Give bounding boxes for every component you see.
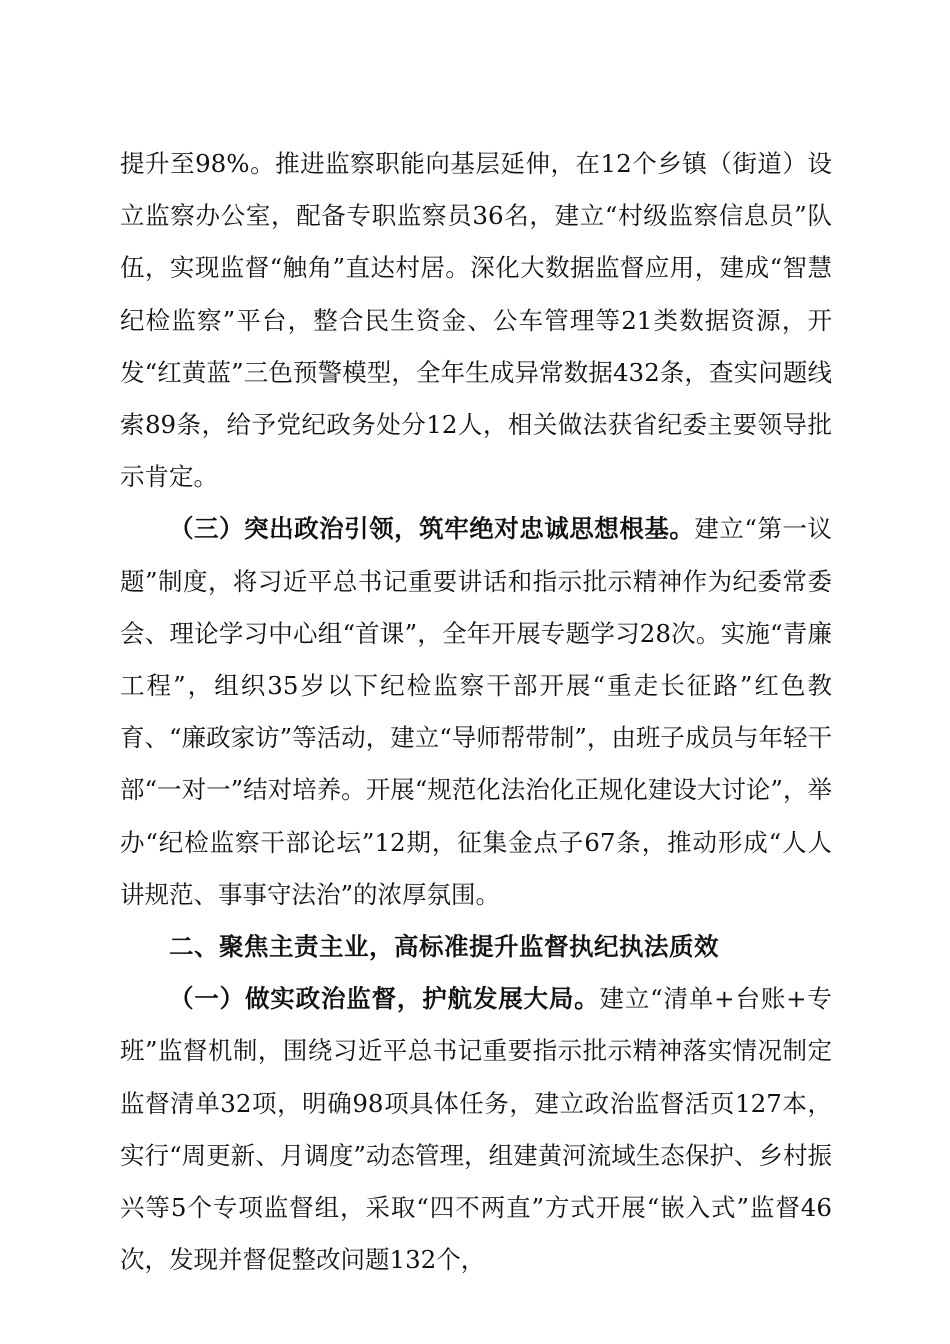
paragraph-continuation [120,138,832,503]
section-heading: 二、聚焦主责主业，高标准提升监督执纪执法质效 [169,932,719,962]
paragraph-political-supervision [120,973,832,1286]
paragraph-text: 提升至98%。推进监察职能向基层延伸，在12个乡镇（街道）设立监察办公室，配备专职监察员36名，建立“村级监察信息员”队伍，实现监督“触角”直达村居。深化大数据监督应用，建成“智慧纪检监察”平台，整合民生资金、公车管理等21类数据资源，开发“红黄蓝”三色预警模型，全年生成异常数据432条，查实问题线索89条，给予党纪政务处分12人，相关做法获省纪委主要领导批示肯定。 [120,149,832,492]
paragraph-text: 建立“清单+台账+专班”监督机制，围绕习近平总书记重要指示批示精神落实情况制定监督清单32项，明确98项具体任务，建立政治监督活页127本，实行“周更新、月调度”动态管理，组建黄河流域生态保护、乡村振兴等5个专项监督组，采取“四不两直”方式开展“嵌入式”监督46次，发现并督促整改问题132个， [120,984,832,1275]
paragraph-text: 建立“第一议题”制度，将习近平总书记重要讲话和指示批示精神作为纪委常委会、理论学习中心组“首课”，全年开展专题学习28次。实施“青廉工程”，组织35岁以下纪检监察干部开展“重走长征路”红色教育、“廉政家访”等活动，建立“导师帮带制”，由班子成员与年轻干部“一对一”结对培养。开展“规范化法治化正规化建设大讨论”，举办“纪检监察干部论坛”12期，征集金点子67条，推动形成“人人讲规范、事事守法治”的浓厚氛围。 [120,514,833,909]
paragraph-lead: （三）突出政治引领，筑牢绝对忠诚思想根基。 [169,514,695,544]
paragraph-political-leadership [120,503,832,921]
document-body [120,138,832,1286]
paragraph-lead: （一）做实政治监督，护航发展大局。 [169,984,600,1014]
